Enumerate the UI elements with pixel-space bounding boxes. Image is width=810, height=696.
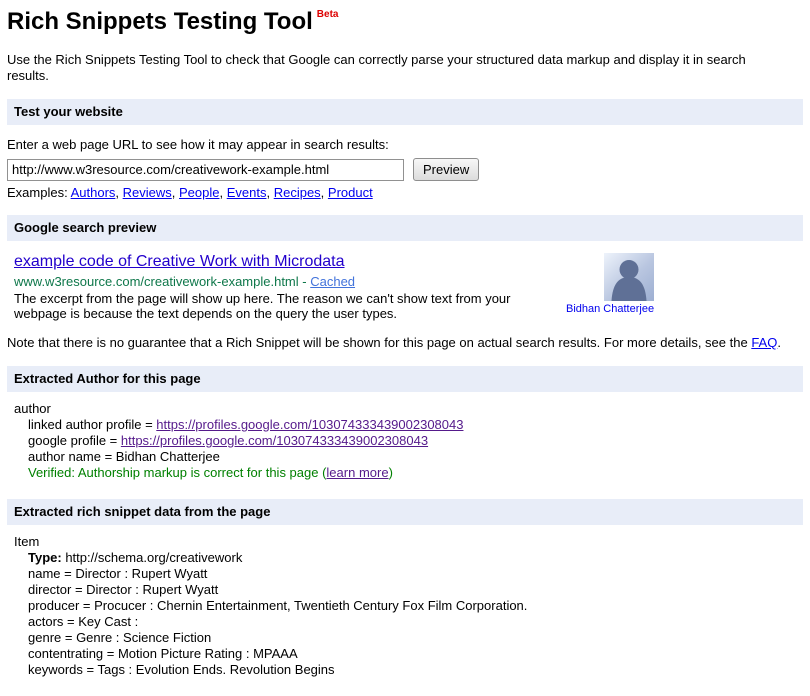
examples-label: Examples: <box>7 185 71 200</box>
snippet-property-row: keywords = Tags : Evolution Ends. Revolution Begins <box>28 662 335 677</box>
examples-separator: , <box>320 185 328 200</box>
verified-status-row <box>28 465 803 481</box>
example-link-reviews[interactable]: Reviews <box>122 185 172 200</box>
example-link-product[interactable]: Product <box>327 185 373 200</box>
extracted-author-block <box>7 401 803 481</box>
author-profile-block <box>566 251 654 315</box>
examples-separator: , <box>266 185 274 200</box>
snippet-property-row: director = Director : Rupert Wyatt <box>28 582 219 597</box>
example-link-recipes[interactable]: Recipes <box>273 185 321 200</box>
url-input[interactable] <box>7 159 404 181</box>
snippet-property-row: name = Director : Rupert Wyatt <box>28 566 208 581</box>
url-instruction: Enter a web page URL to see how it may appear in search results: <box>7 137 389 152</box>
cached-link[interactable]: Cached <box>310 274 356 289</box>
examples-row <box>7 185 803 200</box>
result-url-line <box>14 274 554 289</box>
page-title-text: Rich Snippets Testing Tool <box>7 8 313 35</box>
google-profile-label: google profile = <box>28 433 121 448</box>
linked-author-profile-row <box>28 417 803 433</box>
preview-button[interactable]: Preview <box>413 158 479 181</box>
section-header-extracted-rich-snippet: Extracted rich snippet data from the page <box>7 499 803 525</box>
disclaimer-note <box>7 335 803 351</box>
item-label: Item <box>14 534 40 549</box>
extracted-snippet-block <box>7 534 803 678</box>
verified-text-close: ) <box>388 465 393 480</box>
result-url: www.w3resource.com/creativework-example.html <box>14 274 299 289</box>
search-preview <box>7 251 803 321</box>
url-entry-row <box>7 158 803 181</box>
profile-avatar-image[interactable] <box>604 253 654 301</box>
linked-author-profile-link[interactable]: https://profiles.google.com/103074333439002308043 <box>156 417 464 432</box>
learn-more-link[interactable]: learn more <box>326 465 389 480</box>
section-header-test-your-website: Test your website <box>7 99 803 125</box>
examples-separator: , <box>171 185 179 200</box>
snippet-property-row: contentrating = Motion Picture Rating : MPAAA <box>28 646 298 661</box>
verified-text: Verified: Authorship markup is correct for this page ( <box>28 465 327 480</box>
google-profile-row <box>28 433 803 449</box>
result-title-link[interactable]: example code of Creative Work with Microdata <box>14 253 345 270</box>
author-name-row: author name = Bidhan Chatterjee <box>28 449 220 464</box>
result-excerpt: The excerpt from the page will show up here. The reason we can't show text from your webpage is because the text depends on the query the user types. <box>14 291 511 321</box>
item-type-row <box>28 550 803 566</box>
example-link-authors[interactable]: Authors <box>70 185 116 200</box>
type-value: http://schema.org/creativework <box>61 550 243 565</box>
snippet-property-row: genre = Genre : Science Fiction <box>28 630 212 645</box>
note-text: Note that there is no guarantee that a Rich Snippet will be shown for this page on actual search results. For more details, see the <box>7 335 752 350</box>
examples-separator: , <box>219 185 227 200</box>
search-result-snippet <box>14 251 554 321</box>
type-label: Type: <box>28 550 62 565</box>
google-profile-link[interactable]: https://profiles.google.com/103074333439002308043 <box>120 433 429 448</box>
example-link-events[interactable]: Events <box>226 185 267 200</box>
faq-link[interactable]: FAQ <box>751 335 778 350</box>
url-separator: - <box>298 274 311 289</box>
section-header-google-search-preview: Google search preview <box>7 215 803 241</box>
author-group-label: author <box>14 401 51 416</box>
example-link-people[interactable]: People <box>179 185 220 200</box>
snippet-property-row: actors = Key Cast : <box>28 614 139 629</box>
linked-author-profile-label: linked author profile = <box>28 417 157 432</box>
section-header-extracted-author: Extracted Author for this page <box>7 366 803 392</box>
beta-badge: Beta <box>316 9 339 20</box>
author-profile-link[interactable]: Bidhan Chatterjee <box>566 303 655 315</box>
note-period: . <box>777 335 781 350</box>
page-title <box>7 8 803 36</box>
snippet-property-row: producer = Procucer : Chernin Entertainment, Twentieth Century Fox Film Corporation. <box>28 598 528 613</box>
examples-separator: , <box>115 185 123 200</box>
intro-text: Use the Rich Snippets Testing Tool to check that Google can correctly parse your structured data markup and display it in search results. <box>7 52 746 83</box>
